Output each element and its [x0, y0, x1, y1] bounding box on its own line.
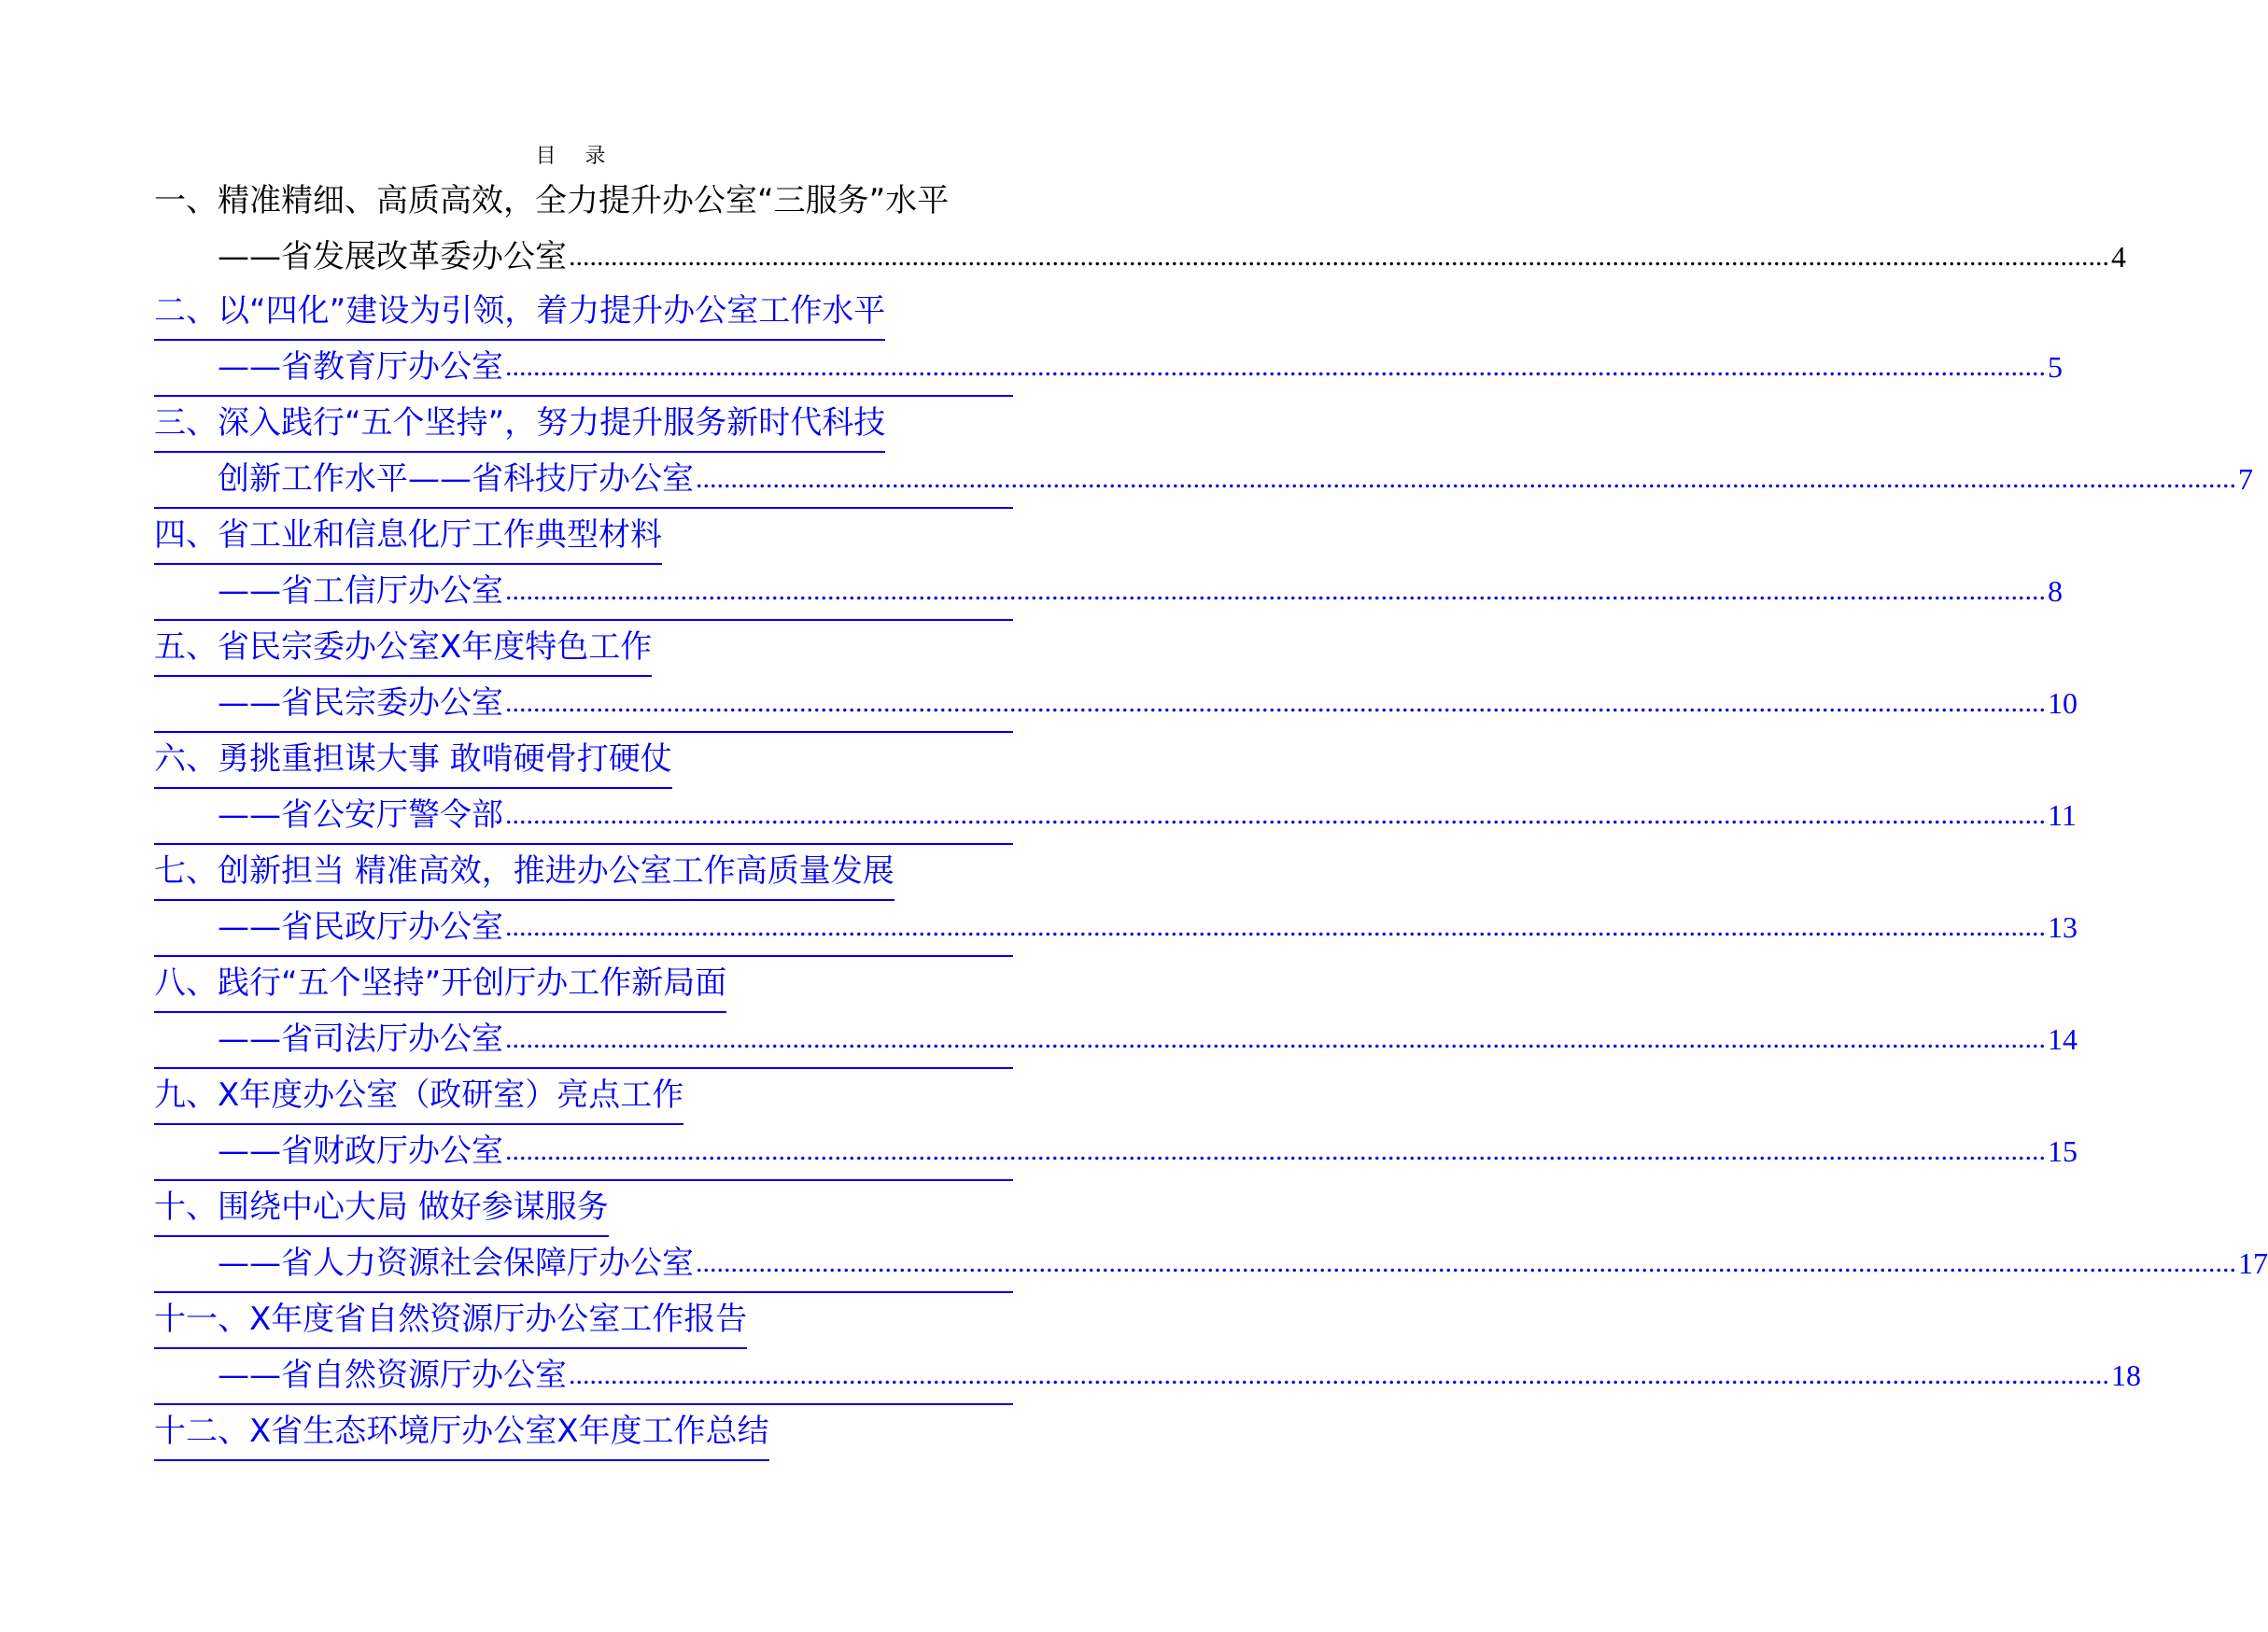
toc-heading: 目 录: [535, 145, 617, 168]
toc-entry-title-text: 三、深入践行“五个坚持”，努力提升服务新时代科技: [154, 404, 886, 442]
toc-entry-title: [154, 733, 672, 789]
toc-entry-title-text: 九、X年度办公室（政研室）亮点工作: [154, 1076, 684, 1114]
toc-page-number: 4: [2111, 240, 2126, 274]
toc-entry-department: ——省民宗委办公室: [218, 684, 503, 722]
toc-entry-subline: [154, 565, 2063, 621]
toc-entry-title: [154, 285, 885, 341]
toc-entry-title: [154, 1069, 683, 1125]
toc-entry-department: ——省工信厅办公室: [218, 572, 503, 610]
toc-entry-department: 创新工作水平——省科技厅办公室: [218, 460, 694, 498]
toc-entry-title-text: 十、围绕中心大局 做好参谋服务: [154, 1189, 609, 1226]
toc-page-number: 7: [2238, 462, 2253, 496]
toc-dot-leader: ............................................................................................................................................................................................................................: [505, 911, 2046, 942]
toc-entry-title: [154, 1405, 769, 1461]
toc-entry-subline: [154, 789, 2077, 845]
toc-entry[interactable]: [154, 733, 2077, 845]
toc-entry-title-text: 四、省工业和信息化厅工作典型材料: [154, 516, 662, 554]
toc-dot-leader: ............................................................................................................................................................................................................................: [505, 687, 2046, 718]
toc-entry-title: [154, 845, 895, 901]
toc-entry-department: ——省公安厅警令部: [218, 796, 503, 834]
toc-entry-subline: [154, 1125, 2078, 1181]
toc-page-number: 5: [2048, 350, 2063, 384]
toc-entry-title-text: 七、创新担当 精准高效，推进办公室工作高质量发展: [154, 852, 895, 890]
toc-dot-leader: ............................................................................................................................................................................................................................: [505, 1023, 2046, 1054]
table-of-contents: [154, 173, 2268, 1461]
toc-entry-department: ——省民政厅办公室: [218, 908, 503, 946]
toc-entry-subline: [154, 341, 2063, 397]
toc-dot-leader: ............................................................................................................................................................................................................................: [505, 1135, 2046, 1166]
toc-entry-title-text: 十一、X年度省自然资源厅办公室工作报告: [154, 1301, 748, 1338]
toc-entry-department: ——省财政厅办公室: [218, 1133, 503, 1170]
toc-entry-title: [154, 509, 662, 565]
toc-entry-title-text: 二、以“四化”建设为引领，着力提升办公室工作水平: [154, 292, 886, 330]
toc-entry-subline: [154, 901, 2078, 957]
toc-entry-title-text: 五、省民宗委办公室X年度特色工作: [154, 628, 653, 666]
toc-entry-title: [154, 173, 949, 229]
toc-entry[interactable]: [154, 509, 2063, 621]
toc-entry-subline: [154, 453, 2253, 509]
toc-entry-title: [154, 621, 652, 677]
toc-entry[interactable]: [154, 957, 2078, 1069]
toc-entry[interactable]: [154, 1069, 2078, 1181]
toc-entry[interactable]: [154, 1293, 2141, 1405]
toc-entry[interactable]: [154, 397, 2253, 509]
toc-page-number: 14: [2048, 1022, 2078, 1056]
toc-page-number: 15: [2048, 1134, 2078, 1168]
toc-entry[interactable]: [154, 173, 2126, 285]
toc-dot-leader: ............................................................................................................................................................................................................................: [696, 1247, 2236, 1278]
toc-dot-leader: ............................................................................................................................................................................................................................: [569, 1359, 2109, 1390]
toc-dot-leader: ............................................................................................................................................................................................................................: [505, 575, 2046, 606]
toc-page-number: 18: [2111, 1358, 2141, 1392]
toc-entry[interactable]: [154, 1181, 2268, 1293]
toc-page-number: 8: [2048, 574, 2063, 608]
toc-entry-department: ——省司法厅办公室: [218, 1020, 503, 1058]
toc-page-number: 10: [2048, 686, 2078, 720]
toc-entry-subline: [154, 1237, 2268, 1293]
toc-entry-subline: [154, 1349, 2141, 1405]
toc-entry-department: ——省自然资源厅办公室: [218, 1357, 567, 1394]
toc-entry-title: [154, 1181, 609, 1237]
toc-entry-title: [154, 1293, 747, 1349]
toc-entry-title-text: 一、精准精细、高质高效，全力提升办公室“三服务”水平: [154, 182, 950, 219]
toc-page-number: 17: [2238, 1246, 2268, 1280]
toc-entry-department: ——省教育厅办公室: [218, 348, 503, 386]
toc-entry-title-text: 十二、X省生态环境厅办公室X年度工作总结: [154, 1413, 769, 1450]
toc-entry-subline: [154, 677, 2078, 733]
toc-entry-department: ——省发展改革委办公室: [218, 238, 567, 275]
toc-dot-leader: ............................................................................................................................................................................................................................: [696, 463, 2236, 494]
toc-dot-leader: ............................................................................................................................................................................................................................: [569, 241, 2109, 272]
toc-entry-subline: [154, 229, 2126, 285]
toc-entry-title: [154, 397, 885, 453]
toc-entry[interactable]: [154, 621, 2078, 733]
toc-dot-leader: ............................................................................................................................................................................................................................: [505, 799, 2046, 830]
toc-entry-department: ——省人力资源社会保障厅办公室: [218, 1245, 694, 1282]
toc-page-number: 11: [2048, 798, 2077, 832]
toc-entry-title-text: 六、勇挑重担谋大事 敢啃硬骨打硬仗: [154, 740, 672, 778]
toc-entry-subline: [154, 1013, 2078, 1069]
toc-entry-title-text: 八、践行“五个坚持”开创厅办工作新局面: [154, 964, 727, 1002]
toc-dot-leader: ............................................................................................................................................................................................................................: [505, 351, 2046, 382]
toc-entry[interactable]: [154, 1405, 1013, 1461]
toc-entry[interactable]: [154, 285, 2063, 397]
toc-page-number: 13: [2048, 910, 2078, 944]
toc-entry[interactable]: [154, 845, 2078, 957]
toc-entry-title: [154, 957, 726, 1013]
